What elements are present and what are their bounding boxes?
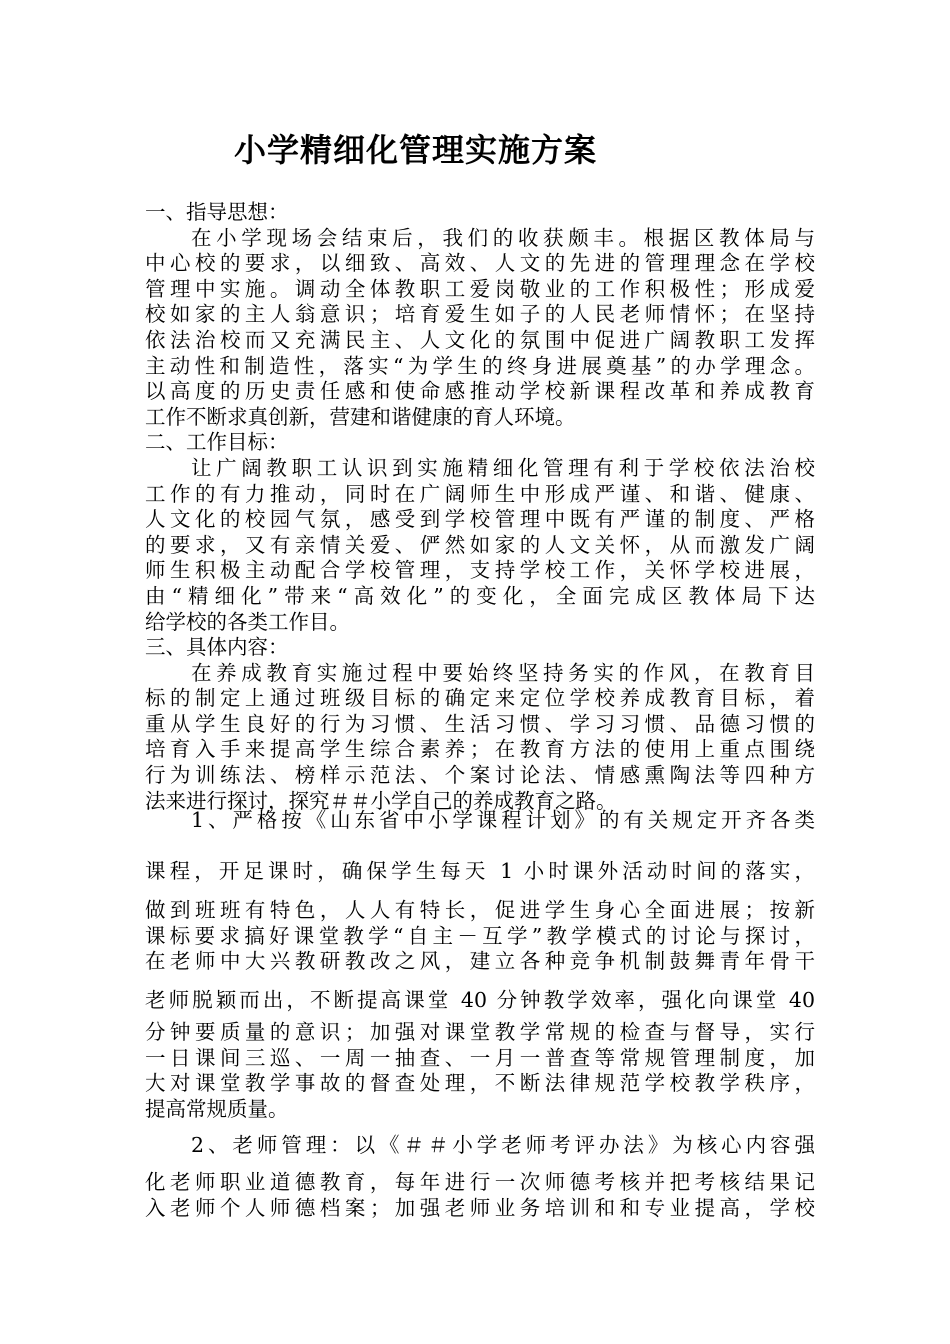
item-1-lines: [145, 898, 815, 975]
item-2-line: [145, 1133, 815, 1159]
paragraph-line: 由“精细化”带来“高效化”的变化，全面完成区教体局下达: [145, 583, 815, 608]
item-1-line: [145, 808, 815, 834]
paragraph-line: 工作的有力推动，同时在广阔师生中形成严谨、和谐、健康、: [145, 481, 815, 506]
paragraph-line: 中心校的要求，以细致、高效、人文的先进的管理理念在学校: [145, 251, 815, 276]
paragraph-line: 课标要求搞好课堂教学“自主－互学”教学模式的讨论与探讨，: [145, 923, 815, 948]
item-2-lines: [145, 1170, 815, 1221]
paragraph-line: 以高度的历史责任感和使命感推动学校新课程改革和养成教育: [145, 379, 815, 404]
paragraph-line: 分钟要质量的意识；加强对课堂教学常规的检查与督导，实行: [145, 1020, 815, 1044]
paragraph-line: 让广阔教职工认识到实施精细化管理有利于学校依法治校: [191, 455, 815, 480]
paragraph-line: 课程，开足课时，确保学生每天 1 小时课外活动时间的落实，: [145, 859, 815, 883]
paragraph-line: 的要求，又有亲情关爱、俨然如家的人文关怀，从而激发广阔: [145, 532, 815, 557]
paragraph-line: 主动性和制造性，落实“为学生的终身进展奠基”的办学理念。: [145, 353, 815, 378]
paragraph-line: 做到班班有特色，人人有特长，促进学生身心全面进展；按新: [145, 898, 815, 922]
paragraph-line: 人文化的校园气氛，感受到学校管理中既有严谨的制度、严格: [145, 507, 815, 532]
section-guiding-thought: [145, 200, 815, 814]
paragraph-line: 大对课堂教学事故的督查处理，不断法律规范学校教学秩序，: [145, 1071, 815, 1096]
section-heading: 三、具体内容：: [145, 635, 289, 660]
paragraph-line: 校如家的主人翁意识；培育爱生如子的人民老师情怀；在坚持: [145, 302, 815, 327]
paragraph-line: 依法治校而又充满民主、人文化的氛围中促进广阔教职工发挥: [145, 327, 815, 352]
paragraph-line: 1、严格按《山东省中小学课程计划》的有关规定开齐各类: [191, 808, 815, 832]
section-heading: 二、工作目标：: [145, 430, 289, 455]
paragraph-line: 化老师职业道德教育，每年进行一次师德考核并把考核结果记: [145, 1170, 815, 1194]
paragraph-line: 在小学现场会结束后，我们的收获颇丰。根据区教体局与: [191, 225, 815, 250]
paragraph-line: 2、老师管理：以《＃＃小学老师考评办法》为核心内容强: [191, 1133, 815, 1157]
paragraph-line: 培育入手来提高学生综合素养；在教育方法的使用上重点围绕: [145, 737, 815, 762]
item-1-line: [145, 859, 815, 885]
paragraph-line: 管理中实施。调动全体教职工爱岗敬业的工作积极性；形成爱: [145, 276, 815, 301]
item-1-line: [145, 988, 815, 1014]
paragraph-line: 工作不断求真创新，营建和谐健康的育人环境。: [145, 404, 576, 429]
paragraph-line: 入老师个人师德档案；加强老师业务培训和和专业提高，学校: [145, 1195, 815, 1220]
paragraph-line: 给学校的各类工作目。: [145, 609, 350, 634]
paragraph-line: 提高常规质量。: [145, 1096, 289, 1121]
paragraph-line: 在老师中大兴教研教改之风，建立各种竞争机制鼓舞青年骨干: [145, 949, 815, 974]
item-1-lines: [145, 1020, 815, 1122]
paragraph-line: 老师脱颖而出，不断提高课堂 40 分钟教学效率，强化向课堂 40: [145, 988, 815, 1012]
paragraph-line: 法来进行探讨，探究＃＃小学自己的养成教育之路。: [145, 788, 617, 813]
paragraph-line: 一日课间三巡、一周一抽查、一月一普查等常规管理制度，加: [145, 1045, 815, 1070]
document-title: 小学精细化管理实施方案: [234, 131, 598, 169]
paragraph-line: 行为训练法、榜样示范法、个案讨论法、情感熏陶法等四种方: [145, 763, 815, 788]
section-heading: 一、指导思想：: [145, 200, 289, 224]
paragraph-line: 重从学生良好的行为习惯、生活习惯、学习习惯、品德习惯的: [145, 711, 815, 736]
paragraph-line: 师生积极主动配合学校管理，支持学校工作，关怀学校进展，: [145, 558, 815, 583]
paragraph-line: 在养成教育实施过程中要始终坚持务实的作风，在教育目: [191, 660, 815, 685]
paragraph-line: 标的制定上通过班级目标的确定来定位学校养成教育目标，着: [145, 686, 815, 711]
